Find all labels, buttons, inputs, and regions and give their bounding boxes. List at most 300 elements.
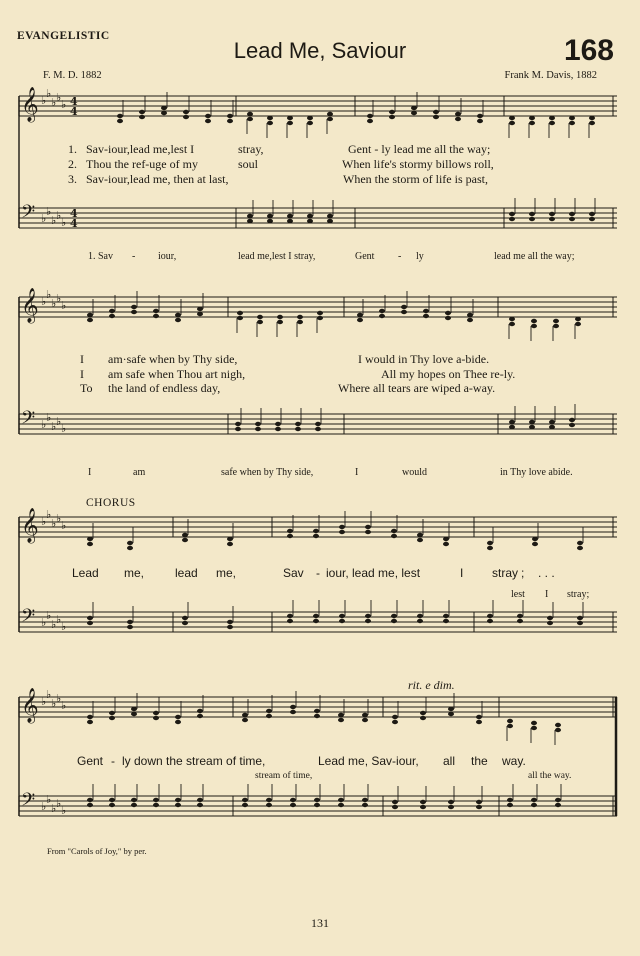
verse2-line-b: soul [238,157,259,171]
note-head [509,425,515,429]
flat-icon: ♭ [41,616,47,629]
note-head [392,805,398,809]
flat-icon: ♭ [51,802,57,815]
note-head [175,798,181,802]
bass2-word: I [355,467,359,478]
note-head [555,803,561,807]
note-head [339,614,345,618]
verse2-number: 2. [68,157,77,171]
flat-icon: ♭ [61,804,67,817]
bass4-word: stream of time, [255,771,313,781]
words-credit: F. M. D. 1882 [43,70,102,81]
note-head [420,800,426,804]
flat-icon: ♭ [56,512,62,525]
note-head [109,716,115,720]
s2-line2-b: am safe when Thou art nigh, [108,367,246,381]
note-head [127,625,133,629]
note-head [411,106,417,110]
note-head [227,620,233,624]
s2-line1-c: I would in Thy love a-bide. [358,352,490,366]
note-head [532,537,538,541]
note-head [227,625,233,629]
note-head [314,798,320,802]
s3-word: stray [492,566,519,580]
note-head [339,530,345,534]
bass1-word: ly [416,251,424,262]
note-head [391,534,397,538]
note-head [577,541,583,545]
note-head [529,212,535,216]
s4-word: ly down the stream of time, [122,754,266,768]
note-head [555,723,561,727]
note-head [547,621,553,625]
s2-line1-b: am·safe when by Thy side, [108,352,238,366]
note-head [423,314,429,318]
note-head [569,418,575,422]
note-head [87,318,93,322]
note-head [367,114,373,118]
flat-icon: ♭ [61,216,67,229]
note-head [555,728,561,732]
note-head [87,720,93,724]
note-head [339,525,345,529]
flat-icon: ♭ [61,519,67,532]
note-head [392,720,398,724]
note-head [175,313,181,317]
s2-line3-c: Where all tears are wiped a-way. [338,381,496,395]
note-head [531,319,537,323]
note-head [247,117,253,121]
note-head [131,305,137,309]
note-head [255,427,261,431]
note-head [87,616,93,620]
bass1-word: - [132,251,136,262]
note-head [175,803,181,807]
hymn-number: 168 [563,34,614,67]
note-head [127,620,133,624]
note-head [589,217,595,221]
note-head [362,713,368,717]
bass-clef-icon: 𝄢 [21,202,36,227]
s3-word: me, [216,566,237,580]
note-head [183,110,189,114]
flat-icon: ♭ [61,98,67,111]
bass-clef-icon: 𝄢 [21,408,36,433]
bass3-word: lest [511,589,525,600]
note-head [392,800,398,804]
note-head [420,716,426,720]
flat-icon: ♭ [41,695,47,708]
flat-icon: ♭ [41,295,47,308]
note-head [109,803,115,807]
note-head [242,798,248,802]
flat-icon: ♭ [46,609,52,622]
note-head [287,619,293,623]
note-head [509,217,515,221]
note-head [182,533,188,537]
note-head [577,616,583,620]
note-head [182,538,188,542]
note-head [339,619,345,623]
note-head [139,115,145,119]
note-head [266,709,272,713]
note-head [487,541,493,545]
note-head [197,803,203,807]
note-head [183,115,189,119]
note-head [197,798,203,802]
note-head [575,322,581,326]
bass1-word: lead me,lest I stray, [238,251,316,262]
note-head [575,317,581,321]
note-head [87,798,93,802]
note-head [569,116,575,120]
note-head [131,712,137,716]
note-head [314,714,320,718]
flat-icon: ♭ [51,96,57,109]
time-signature-icon: 4 [70,217,78,230]
note-head [327,219,333,223]
chorus-label: CHORUS [86,497,136,509]
note-head [287,529,293,533]
s3-word: Sav [283,566,304,580]
note-head [477,114,483,118]
note-head [509,212,515,216]
s2-line2-a: I [80,367,84,381]
bass3-word: stray; [567,589,590,600]
note-head [153,711,159,715]
note-head [313,614,319,618]
note-head [131,803,137,807]
note-head [131,310,137,314]
flat-icon: ♭ [61,299,67,312]
hymn-title: Lead Me, Saviour [233,38,407,63]
note-head [277,315,283,319]
note-head [275,427,281,431]
note-head [531,726,537,730]
note-head [589,121,595,125]
note-head [313,619,319,623]
note-head [227,537,233,541]
note-head [467,313,473,317]
note-head [247,214,253,218]
s2-line3-a: To [80,381,93,395]
note-head [433,115,439,119]
bass2-word: would [402,467,427,478]
note-head [507,724,513,728]
bass2-word: safe when by Thy side, [221,467,314,478]
s4-word: Lead me, Sav-iour, [318,754,419,768]
flat-icon: ♭ [41,800,47,813]
note-head [401,310,407,314]
note-head [467,318,473,322]
note-head [509,121,515,125]
note-head [161,106,167,110]
note-head [507,719,513,723]
note-head [267,214,273,218]
note-head [507,798,513,802]
note-head [443,542,449,546]
note-head [242,803,248,807]
note-head [589,116,595,120]
note-head [389,115,395,119]
time-signature-icon: 4 [70,95,78,108]
note-head [529,425,535,429]
note-head [315,422,321,426]
note-head [287,534,293,538]
note-head [227,119,233,123]
note-head [391,614,397,618]
note-head [267,121,273,125]
note-head [227,542,233,546]
flat-icon: ♭ [51,420,57,433]
note-head [417,614,423,618]
note-head [266,803,272,807]
note-head [153,309,159,313]
bass1-word: iour, [158,251,177,262]
treble-clef-icon: 𝄞 [21,508,39,543]
note-head [357,318,363,322]
note-head [569,121,575,125]
note-head [455,117,461,121]
flat-icon: ♭ [46,508,52,521]
s4-word: - [111,754,115,768]
note-head [445,311,451,315]
note-head [338,718,344,722]
bass1-word: Gent [355,251,375,262]
note-head [433,110,439,114]
flat-icon: ♭ [51,697,57,710]
flat-icon: ♭ [56,292,62,305]
note-head [577,546,583,550]
bass2-word: in Thy love abide. [500,467,573,478]
note-head [391,529,397,533]
bass3-word: I [545,589,549,600]
bass1-word: 1. Sav [88,251,113,262]
note-head [87,313,93,317]
verse3-line-b: When the storm of life is past, [343,172,488,186]
s2-line2-c: All my hopes on Thee re-ly. [381,367,516,381]
note-head [417,538,423,542]
note-head [487,546,493,550]
note-head [445,316,451,320]
note-head [577,621,583,625]
verse3-line-a: Sav-iour,lead me, then at last, [86,172,229,186]
flat-icon: ♭ [56,797,62,810]
note-head [297,315,303,319]
flat-icon: ♭ [46,205,52,218]
note-head [153,314,159,318]
note-head [365,614,371,618]
note-head [287,614,293,618]
note-head [237,316,243,320]
note-head [509,322,515,326]
note-head [448,712,454,716]
note-head [529,420,535,424]
note-head [313,529,319,533]
note-head [247,219,253,223]
treble-clef-icon: 𝄞 [21,688,39,723]
s3-word: lead [175,566,198,580]
note-head [549,116,555,120]
note-head [531,798,537,802]
bass1-word: - [398,251,402,262]
note-head [338,713,344,717]
flat-icon: ♭ [61,422,67,435]
note-head [420,805,426,809]
note-head [227,114,233,118]
note-head [362,803,368,807]
note-head [87,542,93,546]
note-head [153,798,159,802]
note-head [569,423,575,427]
note-head [235,427,241,431]
note-head [531,803,537,807]
note-head [509,116,515,120]
note-head [365,530,371,534]
note-head [314,709,320,713]
note-head [362,798,368,802]
s3-word: ; [521,566,525,580]
s3-word: Lead [72,566,99,580]
note-head [391,619,397,623]
s4-word: way. [502,754,526,768]
note-head [161,111,167,115]
s4-word: Gent [77,754,104,768]
note-head [549,420,555,424]
s3-word: me, [124,566,145,580]
time-signature-icon: 4 [70,105,78,118]
note-head [509,317,515,321]
note-head [411,111,417,115]
note-head [313,534,319,538]
verse1-line-a: Sav-iour,lead me,lest I [86,142,195,156]
flat-icon: ♭ [56,91,62,104]
note-head [423,309,429,313]
note-head [175,715,181,719]
note-head [365,525,371,529]
note-head [401,305,407,309]
note-head [182,621,188,625]
note-head [327,112,333,116]
note-head [287,219,293,223]
note-head [242,713,248,717]
s2-line3-b: the land of endless day, [108,381,221,395]
note-head [287,121,293,125]
note-head [314,803,320,807]
note-head [529,217,535,221]
verse2-line-c: When life's stormy billows roll, [342,157,494,171]
note-head [448,805,454,809]
note-head [109,314,115,318]
section-label: EVANGELISTIC [17,30,110,42]
note-head [295,422,301,426]
note-head [529,121,535,125]
note-head [476,715,482,719]
note-head [257,320,263,324]
verse1-line-b: stray, [238,142,264,156]
note-head [307,214,313,218]
note-head [197,709,203,713]
verse3-number: 3. [68,172,77,186]
note-head [109,798,115,802]
s3-word: iour, lead me, lest [326,566,421,580]
note-head [509,420,515,424]
flat-icon: ♭ [51,618,57,631]
note-head [109,711,115,715]
s3-word: - [316,566,320,580]
note-head [197,714,203,718]
note-head [389,110,395,114]
note-head [517,614,523,618]
note-head [297,320,303,324]
note-head [237,311,243,315]
note-head [455,112,461,116]
note-head [420,711,426,715]
note-head [182,616,188,620]
note-head [267,116,273,120]
bass-clef-icon: 𝄢 [21,606,36,631]
note-head [290,705,296,709]
note-head [287,116,293,120]
s2-line1-a: I [80,352,84,366]
treble-clef-icon: 𝄞 [21,87,39,122]
note-head [367,119,373,123]
note-head [290,710,296,714]
note-head [197,307,203,311]
note-head [549,121,555,125]
note-head [553,324,559,328]
flat-icon: ♭ [46,793,52,806]
note-head [267,219,273,223]
note-head [87,537,93,541]
note-head [266,714,272,718]
note-head [290,803,296,807]
flat-icon: ♭ [56,209,62,222]
flat-icon: ♭ [46,87,52,100]
note-head [553,319,559,323]
source-credit: From "Carols of Joy," by per. [47,846,147,856]
note-head [532,542,538,546]
note-head [290,798,296,802]
note-head [417,619,423,623]
note-head [235,422,241,426]
bass4-word: all the way. [528,771,572,781]
note-head [476,805,482,809]
note-head [487,614,493,618]
s3-word: . . . [538,566,555,580]
note-head [547,616,553,620]
note-head [569,217,575,221]
note-head [529,116,535,120]
note-head [139,110,145,114]
note-head [242,718,248,722]
flat-icon: ♭ [56,692,62,705]
note-head [317,311,323,315]
note-head [117,119,123,123]
bass-clef-icon: 𝄢 [21,790,36,815]
note-head [517,619,523,623]
note-head [549,217,555,221]
note-head [307,116,313,120]
note-head [87,621,93,625]
note-head [287,214,293,218]
note-head [379,314,385,318]
flat-icon: ♭ [41,212,47,225]
note-head [315,427,321,431]
note-head [487,619,493,623]
note-head [175,720,181,724]
note-head [307,219,313,223]
